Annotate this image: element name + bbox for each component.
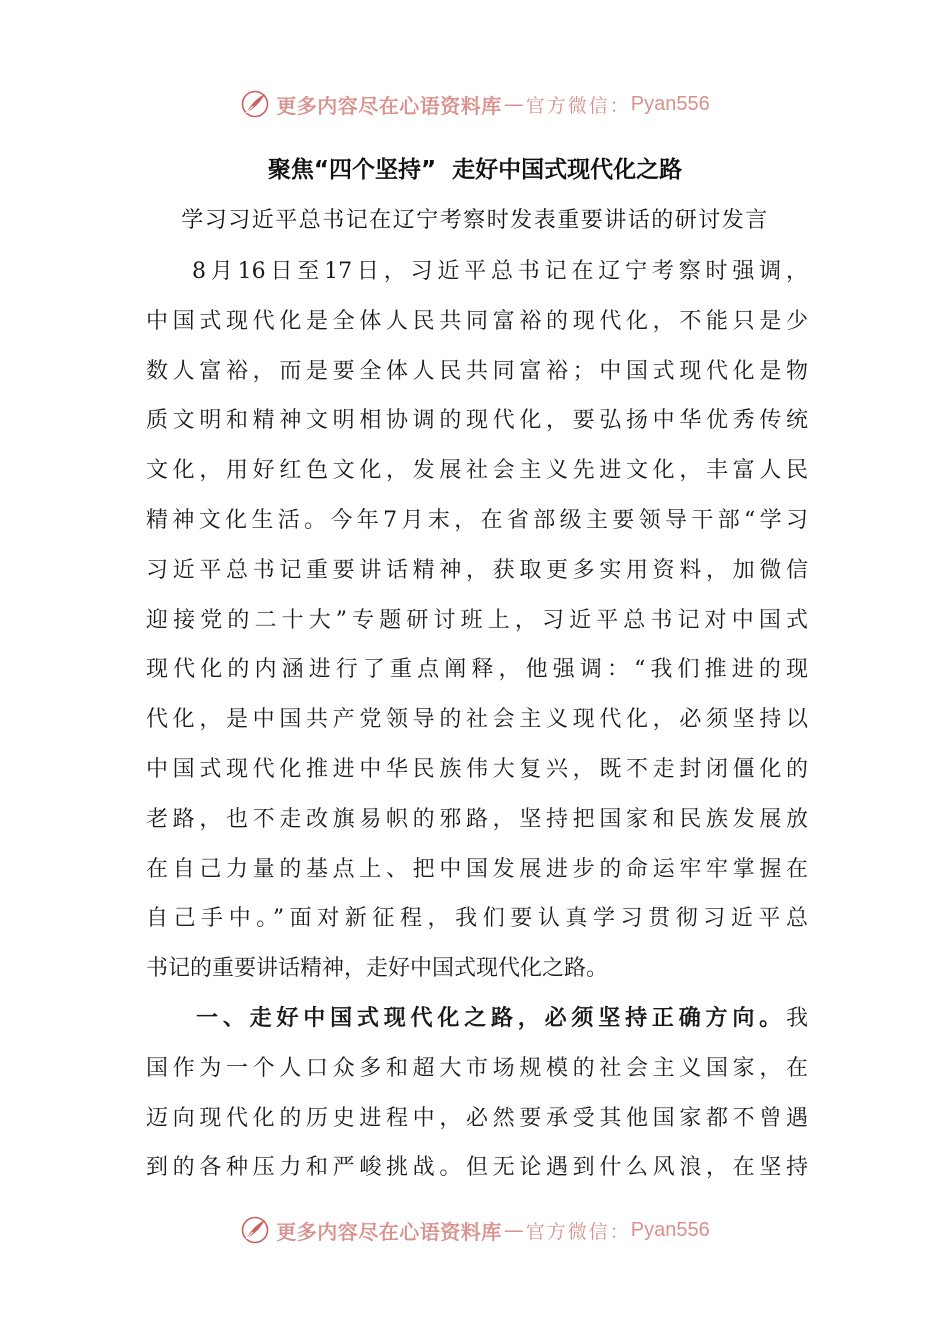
paragraph-line: 迈向现代化的历史进程中，必然要承受其他国家都不曾遇	[146, 1105, 808, 1131]
paragraph-line: 迎接党的二十大”专题研讨班上，习近平总书记对中国式	[146, 607, 808, 633]
watermark-label: 官方微信：	[525, 1220, 631, 1243]
watermark-dash: —	[503, 1218, 524, 1242]
paragraph-line: 8月16日至17日，习近平总书记在辽宁考察时强调，	[192, 259, 808, 284]
section-heading-tail: 我	[785, 1005, 808, 1031]
section-heading-line	[146, 994, 808, 1044]
watermark-wechat-id: Pyan556	[630, 1218, 710, 1241]
paragraph-line: 到的各种压力和严峻挑战。但无论遇到什么风浪，在坚持	[146, 1155, 808, 1181]
watermark-label: 官方微信：	[525, 94, 631, 117]
document-body	[146, 247, 808, 1193]
quill-logo-icon	[240, 1215, 270, 1245]
paragraph-line: 现代化的内涵进行了重点阐释，他强调：“我们推进的现	[146, 657, 808, 683]
document-title: 聚焦“四个坚持” 走好中国式现代化之路	[267, 157, 683, 183]
paragraph-line: 数人富裕，而是要全体人民共同富裕；中国式现代化是物	[146, 358, 808, 384]
document-subtitle: 学习习近平总书记在辽宁考察时发表重要讲话的研讨发言	[181, 208, 769, 233]
paragraph-line: 文化，用好红色文化，发展社会主义先进文化，丰富人民	[146, 458, 808, 484]
watermark-brand: 更多内容尽在心语资料库	[276, 93, 502, 118]
paragraph-line: 质文明和精神文明相协调的现代化，要弘扬中华优秀传统	[146, 408, 808, 434]
paragraph-line: 中国式现代化推进中华民族伟大复兴，既不走封闭僵化的	[146, 756, 808, 782]
section-heading: 一、走好中国式现代化之路，必须坚持正确方向。	[196, 1005, 786, 1031]
paragraph-line: 书记的重要讲话精神，走好中国式现代化之路。	[146, 956, 609, 982]
paragraph-line: 国作为一个人口众多和超大市场规模的社会主义国家，在	[146, 1055, 808, 1081]
paragraph-line: 精神文化生活。今年7月末，在省部级主要领导干部“学习	[146, 507, 808, 533]
paragraph-line: 代化，是中国共产党领导的社会主义现代化，必须坚持以	[146, 707, 808, 733]
paragraph-line: 习近平总书记重要讲话精神，获取更多实用资料，加微信	[146, 557, 808, 583]
quill-logo-icon	[240, 89, 270, 119]
watermark-header	[0, 84, 950, 124]
watermark-brand: 更多内容尽在心语资料库	[276, 1219, 502, 1244]
watermark-footer	[0, 1210, 950, 1250]
paragraph-line: 中国式现代化是全体人民共同富裕的现代化，不能只是少	[146, 308, 808, 334]
paragraph-line: 自己手中。”面对新征程，我们要认真学习贯彻习近平总	[146, 906, 808, 932]
paragraph-line: 老路，也不走改旗易帜的邪路，坚持把国家和民族发展放	[146, 806, 808, 832]
watermark-wechat-id: Pyan556	[630, 92, 710, 115]
paragraph-line: 在自己力量的基点上、把中国发展进步的命运牢牢掌握在	[146, 856, 808, 882]
watermark-dash: —	[503, 92, 524, 116]
